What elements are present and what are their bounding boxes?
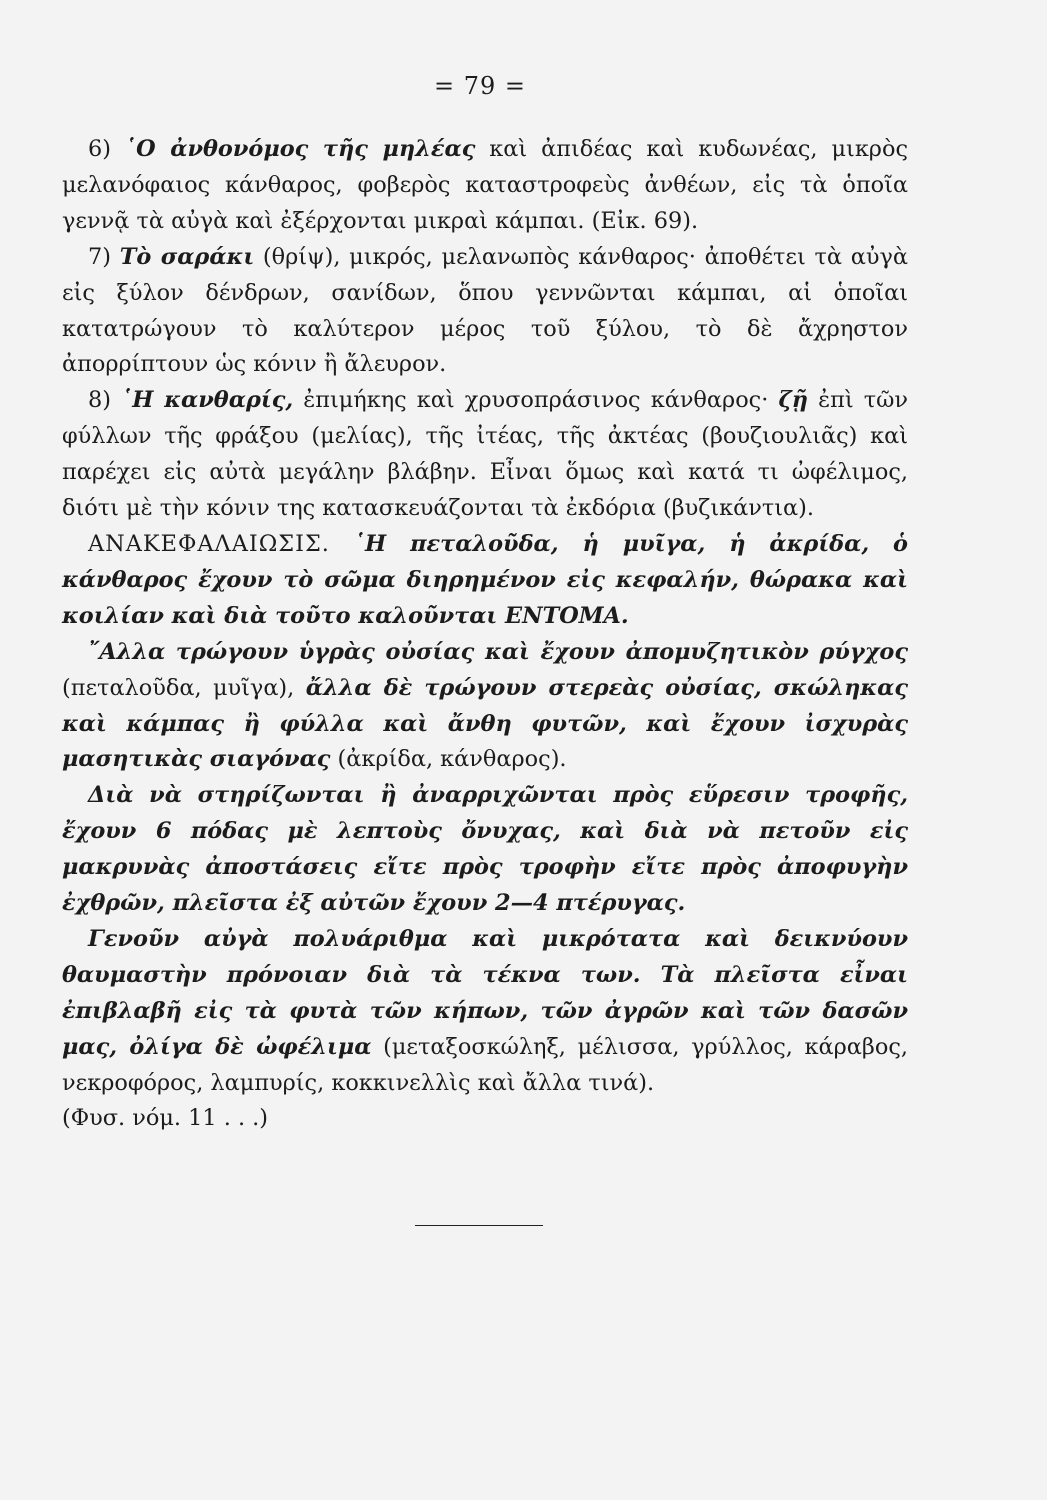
summary-text-1: ῾Η πεταλοῦδα, ἡ μυῖγα, ἡ ἀκρίδα, ὁ κάνθαρος ἔχουν τὸ σῶμα διηρημένον εἰς κεφαλήν, θώρακα καὶ κοιλίαν καὶ διὰ τοῦτο καλοῦνται ΕΝΤΟΜΑ. <box>62 530 908 629</box>
source-citation: (Φυσ. νόμ. 11 . . .) <box>62 1105 269 1132</box>
summary-text-2a: ῎Αλλα τρώγουν ὑγρὰς οὐσίας καὶ ἔχουν ἀπομυζητικὸν ρύγχος <box>88 638 908 665</box>
summary-text-2b: (πεταλοῦδα, μυῖγα), <box>62 674 306 701</box>
item-8-text-2: ἐπὶ τῶν φύλλων τῆς φράξου (μελίας), τῆς ἰτέας, τῆς ἀκτέας (βουζιουλιᾶς) καὶ παρέχει εἰς αὐτὰ μεγάλην βλάβην. Εἶναι ὅμως καὶ κατά τι ὠφέλιμος, διότι μὲ τὴν κόνιν της κατασκευάζονται τὰ ἐκδόρια (βυζικάντια). <box>62 387 908 522</box>
summary-text-4b: (μεταξοσκώληξ, μέλισσα, γρύλλος, κάραβος, νεκροφόρος, λαμπυρίς, κοκκινελλὶς καὶ ἄλλα τινά). <box>62 1033 908 1096</box>
item-6-text: καὶ ἀπιδέας καὶ κυδωνέας, μικρὸς μελανόφαιος κάνθαρος, φοβερὸς καταστροφεὺς ἀνθέων, εἰς τὰ ὁποῖα γεννᾷ τὰ αὐγὰ καὶ ἐξέρχονται μικραὶ κάμπαι. (Εἰκ. 69). <box>62 136 908 234</box>
summary-text-2c: ἄλλα δὲ τρώγουν στερεὰς οὐσίας, σκώληκας καὶ κάμπας ἢ φύλλα καὶ ἄνθη φυτῶν, καὶ ἔχουν ἰσχυρὰς μασητικὰς σιαγόνας <box>62 674 909 773</box>
item-7-title: Τὸ σαράκι <box>119 243 255 270</box>
end-rule <box>415 1225 543 1226</box>
summary-paragraph-3 <box>62 778 908 922</box>
summary-intro <box>62 527 908 635</box>
item-8 <box>62 383 908 527</box>
item-6-title: ῾Ο ἀνθονόμος τῆς μηλέας <box>124 136 476 162</box>
summary-text-4a: Γενοῦν αὐγὰ πολυάριθμα καὶ μικρότατα καὶ δεικνύουν θαυμαστὴν πρόνοιαν διὰ τὰ τέκνα των. Τὰ πλεῖστα εἶναι ἐπιβλαβῆ εἰς τὰ φυτὰ τῶν κήπων, τῶν ἀγρῶν καὶ τῶν δασῶν μας, ὀλίγα δὲ ὠφέλιμα <box>62 925 908 1060</box>
item-6-number: 6) <box>88 136 125 162</box>
item-6 <box>62 132 908 240</box>
item-8-text-1: ἐπιμήκης καὶ χρυσοπράσινος κάνθαρος· <box>293 387 779 414</box>
page-number: = 79 = <box>433 72 526 100</box>
item-8-number: 8) <box>88 387 122 414</box>
item-7-number: 7) <box>88 243 120 270</box>
summary-paragraph-4 <box>62 922 908 1102</box>
summary-text-2d: (ἀκρίδα, κάνθαρος). <box>330 746 567 773</box>
item-7 <box>62 240 908 384</box>
summary-text-3: Διὰ νὰ στηρίζωνται ἢ ἀναρριχῶνται πρὸς εὕρεσιν τροφῆς, ἔχουν 6 πόδας μὲ λεπτοὺς ὄνυχας, καὶ διὰ νὰ πετοῦν εἰς μακρυνὰς ἀποστάσεις εἴτε πρὸς τροφὴν εἴτε πρὸς ἀποφυγὴν ἐχθρῶν, πλεῖστα ἐξ αὐτῶν ἔχουν 2—4 πτέρυγας. <box>62 782 908 917</box>
body-text <box>62 132 908 1137</box>
item-8-title: ῾Η κανθαρίς, <box>121 387 294 414</box>
item-7-text: (θρίψ), μικρός, μελανωπὸς κάνθαρος· ἀποθέτει τὰ αὐγὰ εἰς ξύλον δένδρων, σανίδων, ὅπου γεννῶνται κάμπαι, αἱ ὁποῖαι κατατρώγουν τὸ καλύτερον μέρος τοῦ ξύλου, τὸ δὲ ἄχρηστον ἀπορρίπτουν ὡς κόνιν ἢ ἄλευρον. <box>62 243 908 378</box>
item-8-verb: ζῇ <box>778 387 808 414</box>
summary-heading: ΑΝΑΚΕΦΑΛΑΙΩΣΙΣ. <box>88 530 330 557</box>
summary-paragraph-2 <box>62 635 908 779</box>
